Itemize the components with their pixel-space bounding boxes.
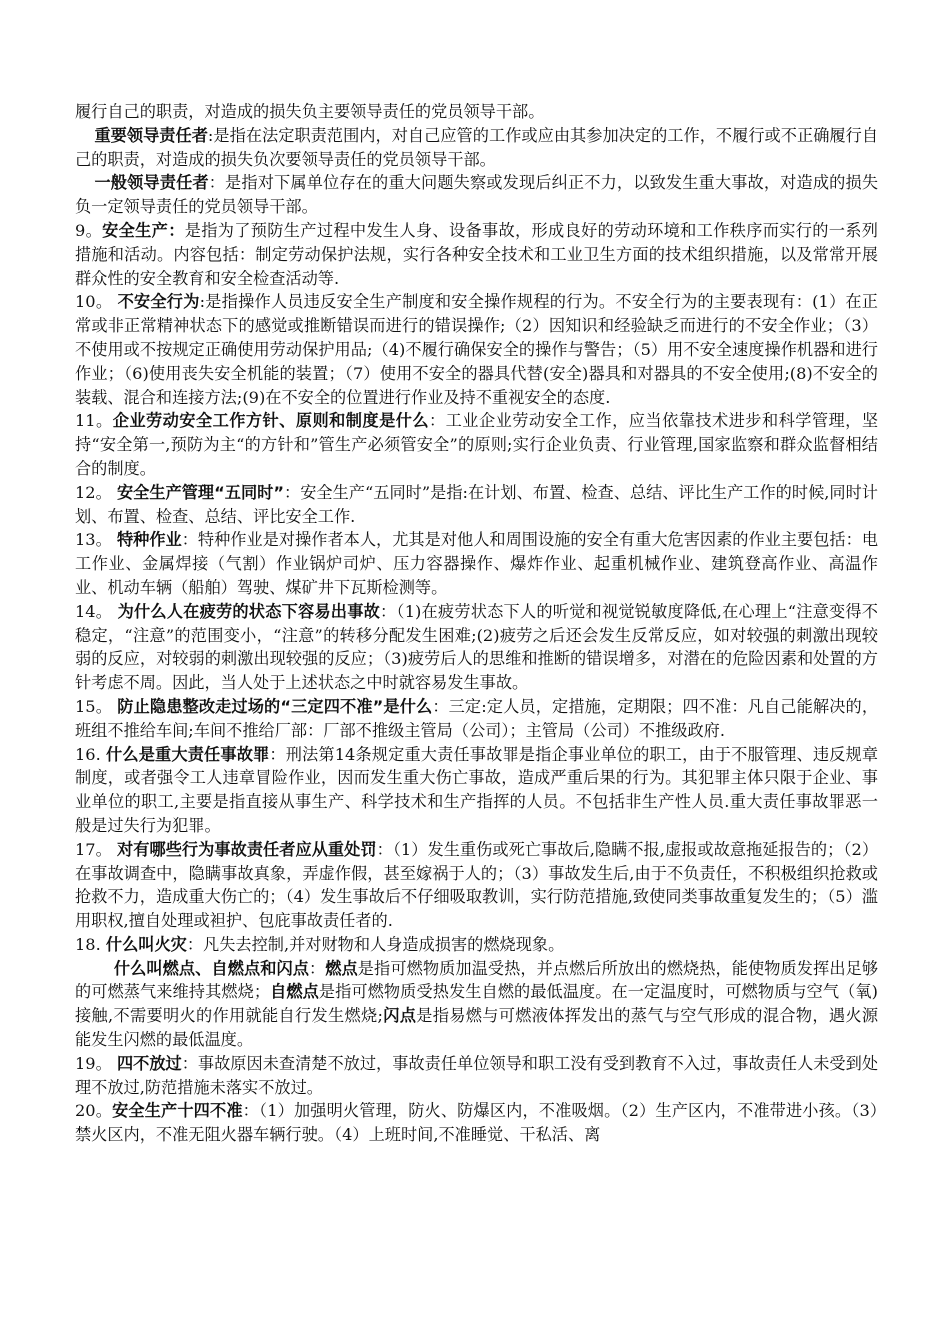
term-heading: 一般领导责任者 xyxy=(94,173,209,193)
term-heading: 什么是重大责任事故罪 xyxy=(106,744,270,764)
term-heading: 自燃点 xyxy=(270,982,319,1002)
paragraph-item-10: 10。 不安全行为:是指操作人员违反安全生产制度和安全操作规程的行为。不安全行为的主要表现有：(1）在正常或非正常精神状态下的感觉或推断错误而进行的错误操作;（2）因知识和经验缺乏而进行的不安全作业；（3）不使用或不按规定正确使用劳动保护用品;（4)不履行确保安全的操作与警告；（5）用不安全速度操作机器和进行作业；（6)使用丧失安全机能的装置；（7）使用不安全的器具代替(安全)器具和对器具的不安全使用;(8)不安全的装载、混合和连接方法;(9)在不安全的位置进行作业及持不重视安全的态度. xyxy=(75,292,878,407)
item-number: 20。 xyxy=(75,1101,113,1121)
term-heading: 闪点 xyxy=(382,1006,417,1026)
paragraph-item-19: 19。 四不放过：事故原因未查清楚不放过，事故责任单位领导和职工没有受到教育不入过，事故责任人未受到处理不放过,防范措施未落实不放过。 xyxy=(75,1053,879,1097)
term-heading: 安全生产十四不准 xyxy=(112,1101,243,1121)
paragraph-item-15: 15。 防止隐患整改走过场的“三定四不准”是什么：三定:定人员，定措施，定期限；四不准：凡自己能解决的，班组不推给车间;车间不推给厂部：厂部不推级主管局（公司）；主管局（公司）不推级政府. xyxy=(75,696,879,740)
paragraph-continuation: 履行自己的职责，对造成的损失负主要领导责任的党员领导干部。 xyxy=(75,102,545,121)
term-heading: 重要领导责任者 xyxy=(94,125,208,145)
term-heading: 不安全行为 xyxy=(117,292,200,312)
term-heading: 防止隐患整改走过场的“三定四不准”是什么 xyxy=(117,696,433,716)
term-heading: 四不放过 xyxy=(116,1053,182,1073)
paragraph-item-9: 9。安全生产：是指为了预防生产过程中发生人身、设备事故，形成良好的劳动环境和工作秩序而实行的一系列措施和活动。内容包括：制定劳动保护法规，实行各种安全技术和工业卫生方面的技术组织措施，以及常常开展群众性的安全教育和安全检查活动等. xyxy=(75,220,878,288)
item-number: 18. xyxy=(75,934,106,954)
item-number: 17。 xyxy=(75,839,118,859)
paragraph-item-18: 18. 什么叫火灾：凡失去控制,并对财物和人身造成损害的燃烧现象。 xyxy=(75,934,565,954)
term-heading: 什么叫燃点、自燃点和闪点 xyxy=(113,958,309,978)
paragraph-important-leader: 重要领导责任者:是指在法定职责范围内，对自己应管的工作或应由其参加决定的工作，不履行或不正确履行自己的职责，对造成的损失负次要领导责任的党员领导干部。 xyxy=(75,125,879,169)
item-number: 9。 xyxy=(75,220,103,240)
term-heading: 对有哪些行为事故责任者应从重处罚 xyxy=(117,839,377,859)
term-heading: 燃点 xyxy=(325,958,358,978)
item-number: 15。 xyxy=(75,696,118,716)
item-number: 14。 xyxy=(75,601,118,621)
paragraph-item-12: 12。 安全生产管理“五同时”：安全生产“五同时”是指:在计划、布置、检查、总结、评比生产工作的时候,同时计划、布置、检查、总结、评比安全工作. xyxy=(75,482,878,526)
paragraph-item-11: 11。企业劳动安全工作方针、原则和制度是什么：工业企业劳动安全工作，应当依靠技术进步和科学管理，坚持“安全第一,预防为主“的方针和”管生产必须管安全”的原则;实行企业负责、行业管理,国家监察和群众监督相结合的制度。 xyxy=(75,411,879,478)
item-number: 16. xyxy=(75,744,107,764)
term-heading: 安全生产： xyxy=(102,220,185,240)
paragraph-ignition-points: 什么叫燃点、自燃点和闪点：燃点是指可燃物质加温受热，并点燃后所放出的燃烧热，能使物质发挥出足够的可燃蒸气来维持其燃烧；自燃点是指可燃物质受热发生自燃的最低温度。在一定温度时，可燃物质与空气（氧)接触,不需要明火的作用就能自行发生燃烧;闪点是指易燃与可燃液体挥发出的蒸气与空气形成的混合物，遇火源能发生闪燃的最低温度。 xyxy=(75,958,879,1050)
paragraph-item-20: 20。安全生产十四不准：（1）加强明火管理，防火、防爆区内，不准吸烟。（2）生产区内，不准带进小孩。（3）禁火区内，不准无阻火器车辆行驶。（4）上班时间,不准睡觉、干私活、离 xyxy=(75,1101,879,1145)
term-heading: 为什么人在疲劳的状态下容易出事故 xyxy=(117,601,380,621)
term-heading: 企业劳动安全工作方针、原则和制度是什么 xyxy=(112,411,430,431)
paragraph-item-14: 14。 为什么人在疲劳的状态下容易出事故：（1)在疲劳状态下人的听觉和视觉锐敏度降低,在心理上“注意变得不稳定，“注意”的范围变小，“注意”的转移分配发生困难;(2)疲劳之后还会发生反常反应，如对较强的刺激出现较弱的反应，对较弱的刺激出现较强的反应；（3)疲劳后人的思维和推断的错误增多，对潜在的危险因素和处置的方针考虑不周。因此，当人处于上述状态之中时就容易发生事故。 xyxy=(75,601,878,693)
item-number: 11。 xyxy=(75,411,113,431)
paragraph-item-13: 13。 特种作业：特种作业是对操作者本人，尤其是对他人和周围设施的安全有重大危害因素的作业主要包括：电工作业、金属焊接（气割）作业锅炉司炉、压力容器操作、爆炸作业、起重机械作业、建筑登高作业、高温作业、机动车辆（船舶）驾驶、煤矿井下瓦斯检测等。 xyxy=(75,530,879,597)
paragraph-item-16: 16. 什么是重大责任事故罪：刑法第14条规定重大责任事故罪是指企事业单位的职工，由于不服管理、违反规章制度，或者强令工人违章冒险作业，因而发生重大伤亡事故，造成严重后果的行为。其犯罪主体只限于企业、事业单位的职工,主要是指直接从事生产、科学技术和生产指挥的人员。不包括非生产性人员.重大责任事故罪恶一般是过失行为犯罪。 xyxy=(75,744,879,835)
term-heading: 特种作业 xyxy=(116,530,182,550)
paragraph-general-leader: 一般领导责任者：是指对下属单位存在的重大问题失察或发现后纠正不力，以致发生重大事故，对造成的损失负一定领导责任的党员领导干部。 xyxy=(75,173,879,217)
item-number: 12。 xyxy=(75,482,117,502)
term-heading: 什么叫火灾 xyxy=(105,934,187,954)
term-heading: 安全生产管理“五同时” xyxy=(116,482,284,502)
item-number: 19。 xyxy=(75,1053,117,1073)
paragraph-item-17: 17。 对有哪些行为事故责任者应从重处罚：（1）发生重伤或死亡事故后,隐瞒不报,虚报或故意拖延报告的；（2）在事故调查中，隐瞒事故真象，弄虚作假，甚至嫁祸于人的；（3）事故发生后,由于不负责任，不积极组织抢救或抢救不力，造成重大伤亡的；（4）发生事故后不仔细吸取教训，实行防范措施,致使同类事故重复发生的；（5）滥用职权,擅自处理或袒护、包庇事故责任者的. xyxy=(75,839,879,931)
item-number: 13。 xyxy=(75,530,117,550)
item-number: 10。 xyxy=(75,292,118,312)
